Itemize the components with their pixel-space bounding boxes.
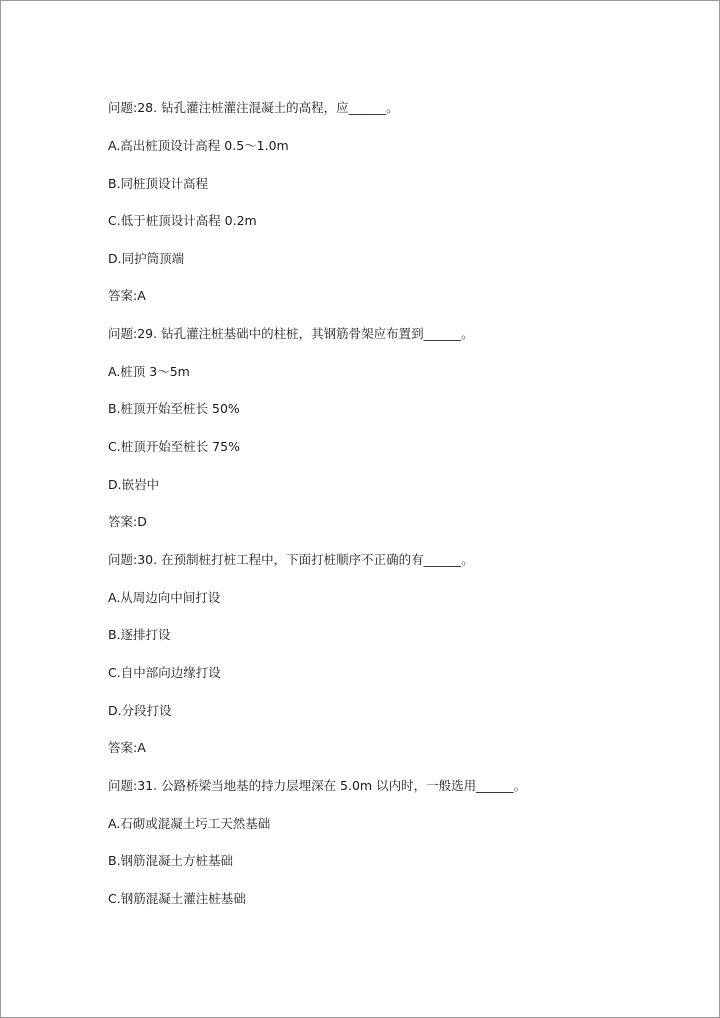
question-30-stem: 问题:30. 在预制桩打桩工程中，下面打桩顺序不正确的有______。	[108, 552, 474, 567]
question-31-stem: 问题:31. 公路桥梁当地基的持力层埋深在 5.0m 以内时，一般选用______。	[108, 778, 527, 793]
question-28-answer: 答案:A	[108, 288, 146, 303]
question-30-answer: 答案:A	[108, 740, 146, 755]
question-28-stem: 问题:28. 钻孔灌注桩灌注混凝土的高程，应______。	[108, 100, 399, 115]
question-28-option-a: A.高出桩顶设计高程 0.5～1.0m	[108, 138, 289, 153]
question-31-option-a: A.石砌或混凝土圬工天然基础	[108, 816, 271, 831]
question-29-stem: 问题:29. 钻孔灌注桩基础中的柱桩，其钢筋骨架应布置到______。	[108, 326, 474, 341]
question-29-answer: 答案:D	[108, 514, 147, 529]
question-30-option-d: D.分段打设	[108, 703, 172, 718]
question-30-option-b: B.逐排打设	[108, 627, 171, 642]
question-30-option-c: C.自中部向边缘打设	[108, 665, 221, 680]
question-29-option-a: A.桩顶 3～5m	[108, 364, 190, 379]
question-31-option-b: B.钢筋混凝土方桩基础	[108, 853, 234, 868]
question-31-option-c: C.钢筋混凝土灌注桩基础	[108, 891, 246, 906]
question-29-option-d: D.嵌岩中	[108, 477, 160, 492]
question-28-option-b: B.同桩顶设计高程	[108, 176, 209, 191]
question-28-option-c: C.低于桩顶设计高程 0.2m	[108, 213, 257, 228]
question-30-option-a: A.从周边向中间打设	[108, 590, 221, 605]
question-28-option-d: D.同护筒顶端	[108, 251, 185, 266]
question-29-option-b: B.桩顶开始至桩长 50%	[108, 401, 240, 416]
question-29-option-c: C.桩顶开始至桩长 75%	[108, 439, 240, 454]
